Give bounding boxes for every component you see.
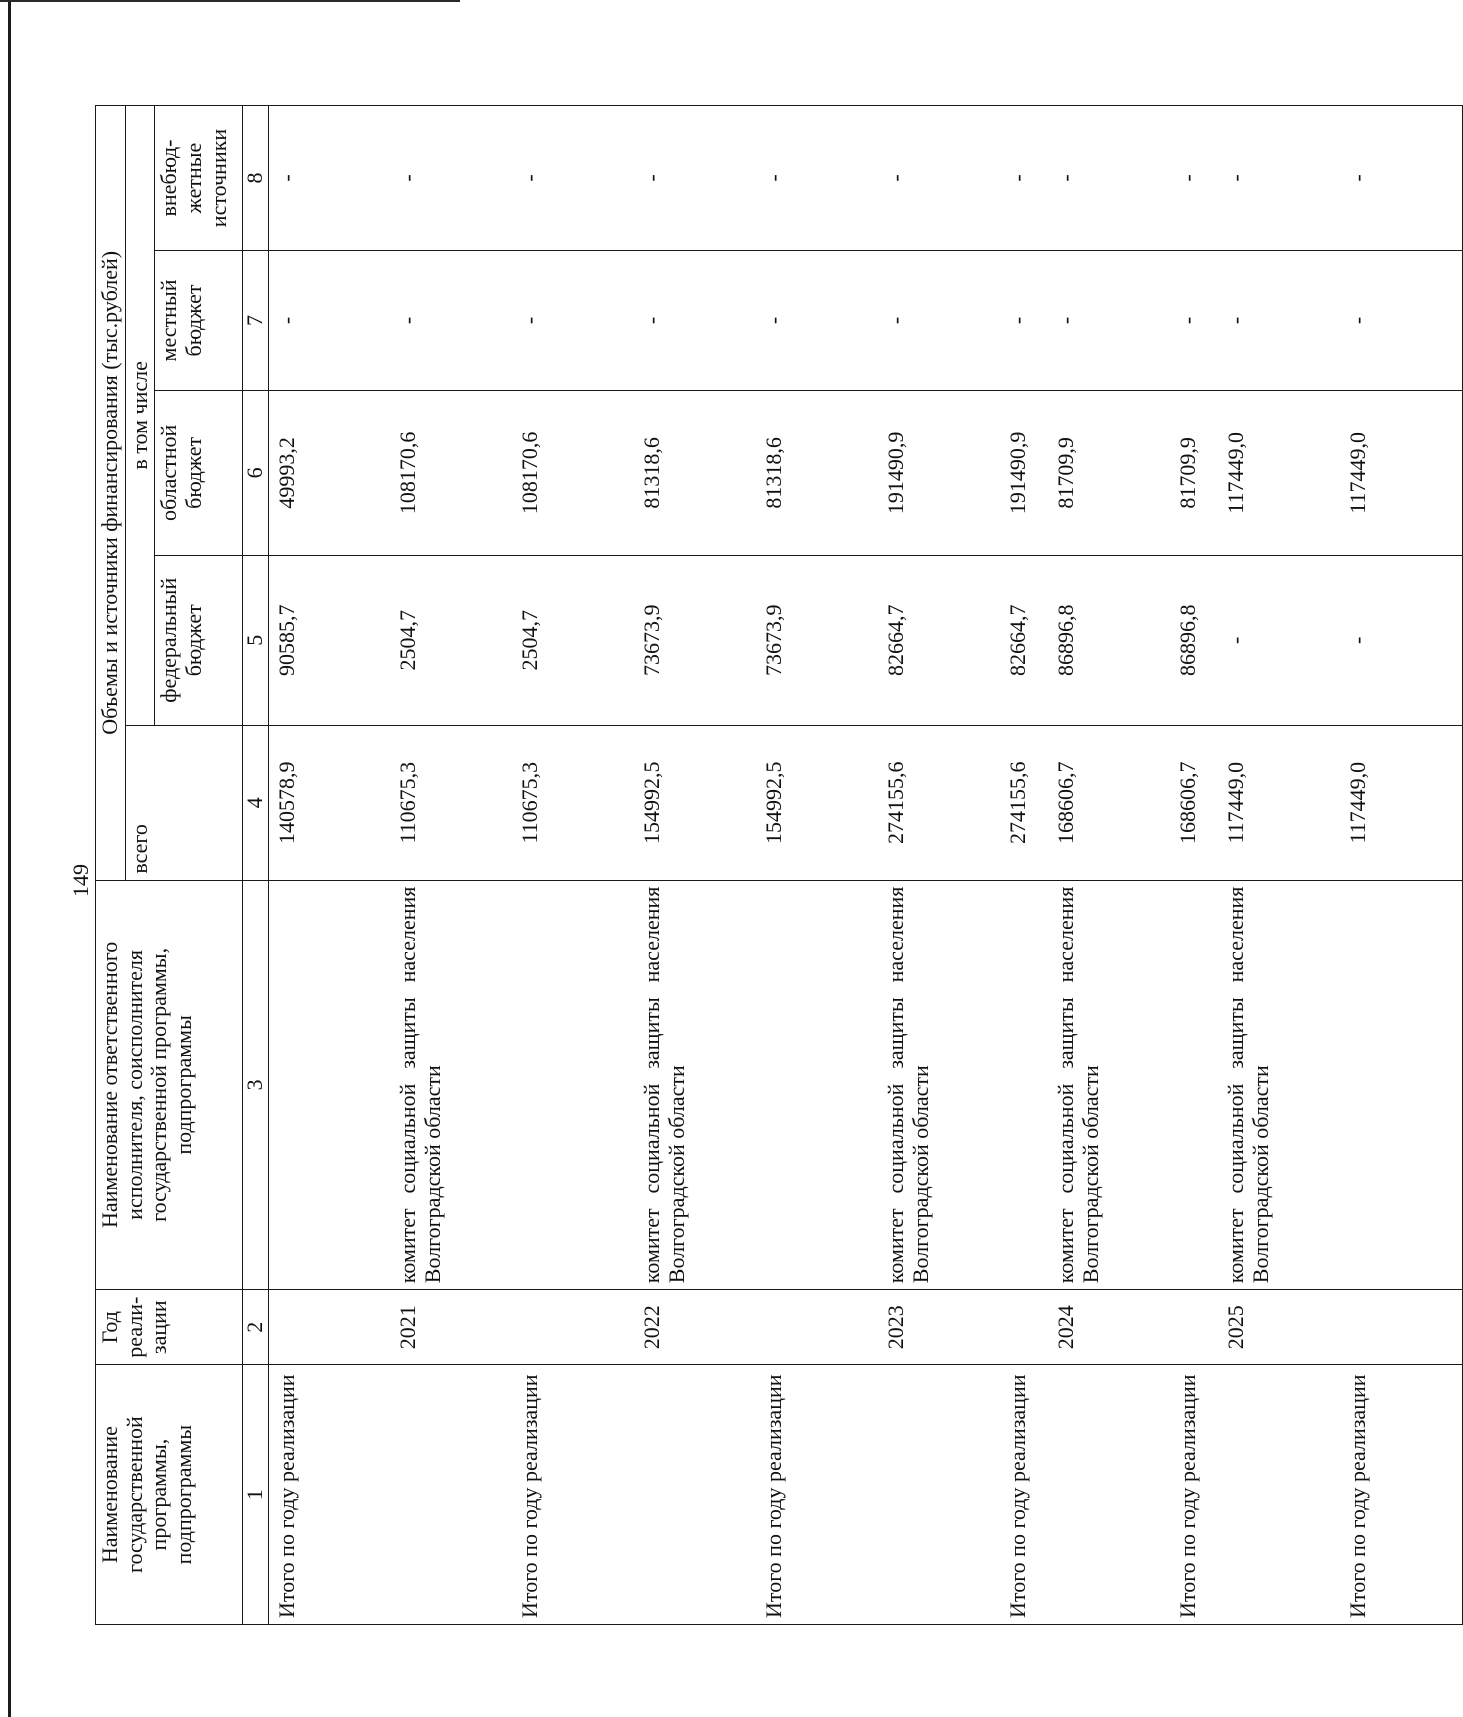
row-federal: 73673,9 xyxy=(756,555,878,725)
row-local: - xyxy=(1000,251,1048,391)
row-federal: 90585,7 xyxy=(268,555,390,725)
row-local: - xyxy=(634,251,756,391)
row-regional: 81318,6 xyxy=(634,390,756,555)
row-executor: комитет социальной защиты населения Волгоградской области xyxy=(634,880,756,1290)
row-local: - xyxy=(1048,251,1170,391)
row-local: - xyxy=(512,251,634,391)
row-local: - xyxy=(390,251,512,391)
row-offbudget: - xyxy=(878,106,1000,251)
row-federal: 86896,8 xyxy=(1170,555,1218,725)
row-name: Итого по году реализации xyxy=(512,1365,634,1625)
row-regional: 191490,9 xyxy=(1000,390,1048,555)
row-year: 2023 xyxy=(878,1290,1000,1365)
row-offbudget: - xyxy=(634,106,756,251)
header-year: Год реали-зации xyxy=(96,1290,243,1365)
table-row xyxy=(1000,106,1048,1625)
row-federal: 86896,8 xyxy=(1048,555,1170,725)
row-regional: 49993,2 xyxy=(268,390,390,555)
row-executor xyxy=(268,880,390,1290)
header-offbudget: внебюд-жетные источники xyxy=(155,106,243,251)
header-program-name: Наименование государственной программы, подпрограммы xyxy=(96,1365,243,1625)
row-year: 2024 xyxy=(1048,1290,1170,1365)
row-total: 154992,5 xyxy=(756,725,878,880)
row-name xyxy=(1048,1365,1170,1625)
table-row xyxy=(1340,106,1462,1625)
row-federal: 82664,7 xyxy=(1000,555,1048,725)
column-number: 3 xyxy=(243,880,269,1290)
row-name: Итого по году реализации xyxy=(268,1365,390,1625)
header-including: в том числе xyxy=(125,106,155,726)
column-number: 1 xyxy=(243,1365,269,1625)
row-local: - xyxy=(1218,251,1340,391)
header-row-1 xyxy=(96,106,126,1625)
row-total: 117449,0 xyxy=(1340,725,1462,880)
table-row xyxy=(756,106,878,1625)
row-offbudget: - xyxy=(1170,106,1218,251)
row-name: Итого по году реализации xyxy=(1170,1365,1218,1625)
row-offbudget: - xyxy=(1048,106,1170,251)
row-executor xyxy=(1340,880,1462,1290)
row-local: - xyxy=(878,251,1000,391)
column-number: 4 xyxy=(243,725,269,880)
row-federal: 82664,7 xyxy=(878,555,1000,725)
row-offbudget: - xyxy=(512,106,634,251)
row-year: 2021 xyxy=(390,1290,512,1365)
row-regional: 117449,0 xyxy=(1340,390,1462,555)
row-executor xyxy=(756,880,878,1290)
row-year: 2025 xyxy=(1218,1290,1340,1365)
row-local: - xyxy=(1340,251,1462,391)
row-regional: 81318,6 xyxy=(756,390,878,555)
row-year xyxy=(1170,1290,1218,1365)
row-total: 110675,3 xyxy=(390,725,512,880)
row-name: Итого по году реализации xyxy=(1000,1365,1048,1625)
row-total: 154992,5 xyxy=(634,725,756,880)
row-federal: - xyxy=(1218,555,1340,725)
row-total: 140578,9 xyxy=(268,725,390,880)
header-local: местный бюджет xyxy=(155,251,243,391)
row-offbudget: - xyxy=(1218,106,1340,251)
table-row xyxy=(1048,106,1170,1625)
row-year xyxy=(1000,1290,1048,1365)
column-number-row xyxy=(243,106,269,1625)
row-name xyxy=(634,1365,756,1625)
table-row xyxy=(1170,106,1218,1625)
row-name: Итого по году реализации xyxy=(756,1365,878,1625)
row-year xyxy=(512,1290,634,1365)
column-number: 6 xyxy=(243,390,269,555)
row-name xyxy=(390,1365,512,1625)
row-year xyxy=(756,1290,878,1365)
row-executor xyxy=(512,880,634,1290)
page-number: 149 xyxy=(68,864,93,897)
row-total: 168606,7 xyxy=(1048,725,1170,880)
row-regional: 191490,9 xyxy=(878,390,1000,555)
row-offbudget: - xyxy=(1340,106,1462,251)
column-number: 2 xyxy=(243,1290,269,1365)
table-row xyxy=(634,106,756,1625)
row-name xyxy=(1218,1365,1340,1625)
table-row xyxy=(390,106,512,1625)
row-offbudget: - xyxy=(390,106,512,251)
table-row xyxy=(1218,106,1340,1625)
row-year xyxy=(268,1290,390,1365)
header-executor: Наименование ответственного исполнителя, соисполнителя государственной программы, подпрограммы xyxy=(96,880,243,1290)
row-year xyxy=(1340,1290,1462,1365)
row-executor xyxy=(1170,880,1218,1290)
row-executor: комитет социальной защиты населения Волгоградской области xyxy=(1218,880,1340,1290)
column-number: 7 xyxy=(243,251,269,391)
row-total: 110675,3 xyxy=(512,725,634,880)
column-number: 8 xyxy=(243,106,269,251)
row-name: Итого по году реализации xyxy=(1340,1365,1462,1625)
row-name xyxy=(878,1365,1000,1625)
row-executor: комитет социальной защиты населения Волгоградской области xyxy=(1048,880,1170,1290)
row-regional: 108170,6 xyxy=(512,390,634,555)
row-local: - xyxy=(756,251,878,391)
row-local: - xyxy=(1170,251,1218,391)
row-offbudget: - xyxy=(268,106,390,251)
row-local: - xyxy=(268,251,390,391)
row-regional: 81709,9 xyxy=(1048,390,1170,555)
row-federal: 73673,9 xyxy=(634,555,756,725)
row-total: 168606,7 xyxy=(1170,725,1218,880)
header-total: всего xyxy=(125,725,243,880)
table-row xyxy=(878,106,1000,1625)
row-regional: 117449,0 xyxy=(1218,390,1340,555)
header-federal: федеральный бюджет xyxy=(155,555,243,725)
row-offbudget: - xyxy=(756,106,878,251)
row-executor xyxy=(1000,880,1048,1290)
row-federal: - xyxy=(1340,555,1462,725)
row-executor: комитет социальной защиты населения Волгоградской области xyxy=(390,880,512,1290)
row-federal: 2504,7 xyxy=(390,555,512,725)
row-federal: 2504,7 xyxy=(512,555,634,725)
funding-table xyxy=(95,105,1463,1625)
row-year: 2022 xyxy=(634,1290,756,1365)
column-number: 5 xyxy=(243,555,269,725)
header-regional: областной бюджет xyxy=(155,390,243,555)
row-regional: 108170,6 xyxy=(390,390,512,555)
row-offbudget: - xyxy=(1000,106,1048,251)
table-row xyxy=(512,106,634,1625)
row-total: 274155,6 xyxy=(878,725,1000,880)
row-executor: комитет социальной защиты населения Волгоградской области xyxy=(878,880,1000,1290)
row-regional: 81709,9 xyxy=(1170,390,1218,555)
header-funding-group: Объемы и источники финансирования (тыс.рублей) xyxy=(96,106,126,881)
table-row xyxy=(268,106,390,1625)
row-total: 117449,0 xyxy=(1218,725,1340,880)
row-total: 274155,6 xyxy=(1000,725,1048,880)
